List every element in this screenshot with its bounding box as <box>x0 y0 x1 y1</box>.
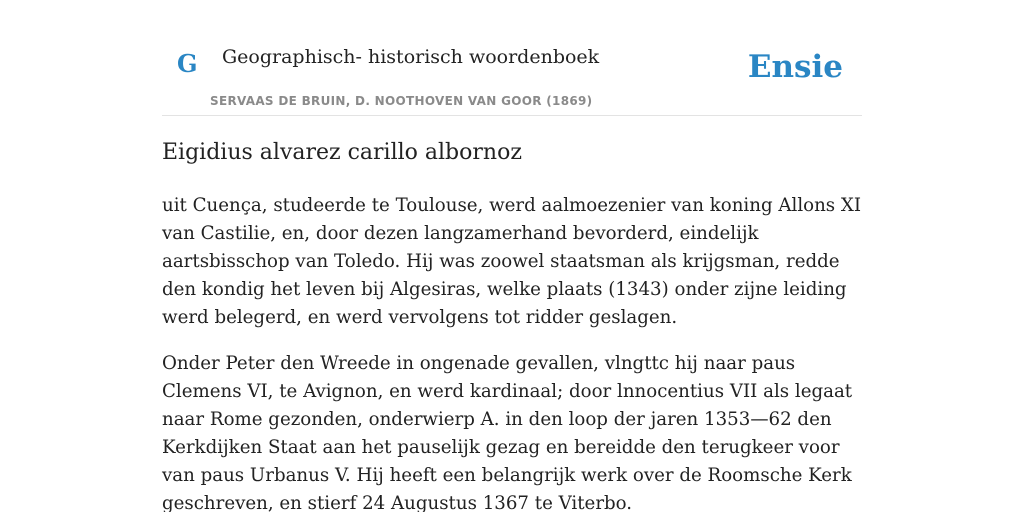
entry-paragraph: uit Cuença, studeerde te Toulouse, werd aalmoezenier van koning Allons XI van Castilie, en, door dezen langzamerhand bevorderd, eindelijk aartsbisschop van Toledo. Hij was zoowel staatsman als krijgsman, redde den kondig het leven bij Algesiras, welke plaats (1343) onder zijne leiding werd belegerd, en werd vervolgens tot ridder geslagen. <box>162 195 862 328</box>
header <box>162 0 862 116</box>
dictionary-authors: SERVAAS DE BRUIN, D. NOOTHOVEN VAN GOOR (1869) <box>210 94 593 108</box>
entry-paragraph: Onder Peter den Wreede in ongenade gevallen, vlngttc hij naar paus Clemens VI, te Avignon, en werd kardinaal; door lnnocentius VII als legaat naar Rome gezonden, onderwierp A. in den loop der jaren 1353—62 den Kerkdijken Staat aan het pauselijk gezag en bereidde den terugkeer voor van paus Urbanus V. Hij heeft een belangrijk werk over de Roomsche Kerk geschreven, en stierf 24 Augustus 1367 te Viterbo. <box>162 353 853 512</box>
dictionary-logo-icon[interactable]: G <box>177 49 198 78</box>
entry-title: Eigidius alvarez carillo albornoz <box>162 140 522 165</box>
entry-body <box>162 192 862 512</box>
brand-logo[interactable]: Ensie <box>747 49 843 85</box>
dictionary-title-link[interactable]: Geographisch- historisch woordenboek <box>222 46 600 68</box>
